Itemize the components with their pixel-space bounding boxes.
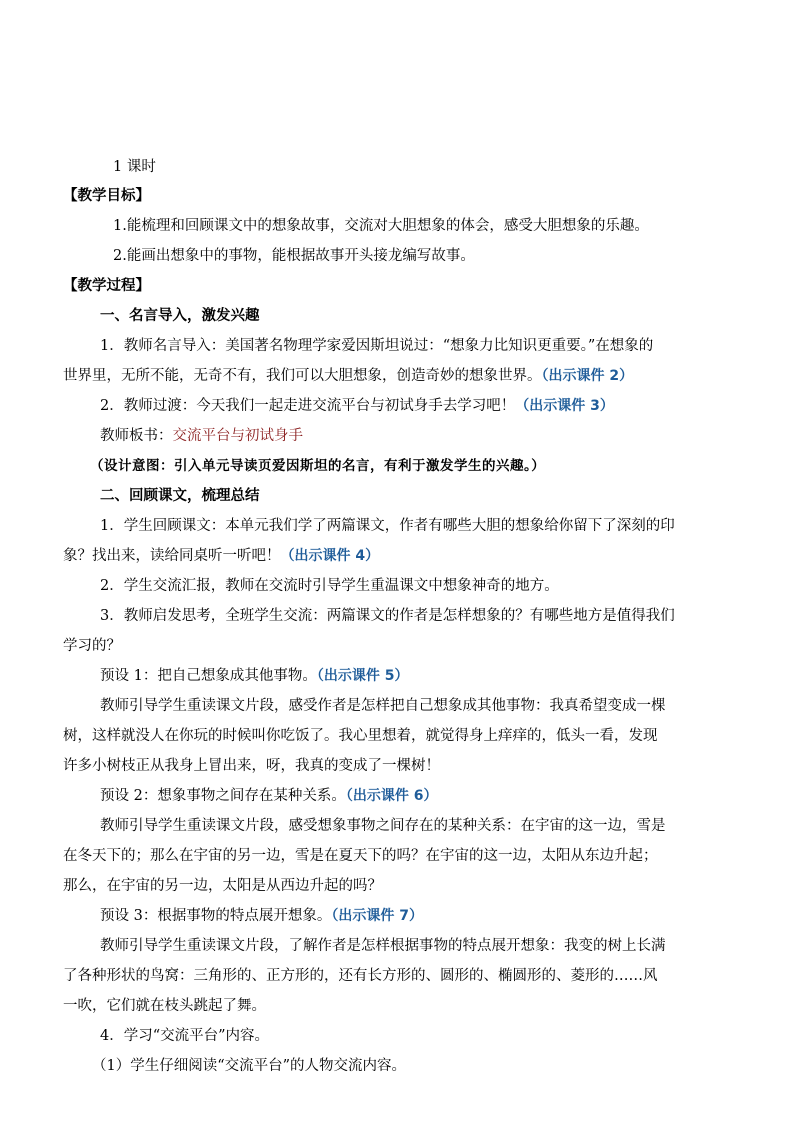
design-intent-note [90,456,545,476]
line-text: 1．教师名言导入：美国著名物理学家爱因斯坦说过：“想象力比知识更重要。”在想象的 [100,338,654,354]
line-text: 预设 3：根据事物的特点展开想象。 [100,908,332,924]
line-text: 一、名言导入，激发兴趣 [100,307,260,324]
line-text: 1.能梳理和回顾课文中的想象故事，交流对大胆想象的体会，感受大胆想象的乐趣。 [113,218,649,234]
line-text: 教师引导学生重读课文片段，了解作者是怎样根据事物的特点展开想象：我变的树上长满 [100,938,666,954]
line-text: 4．学习“交流平台”内容。 [100,1028,270,1044]
line-text: 一吹，它们就在枝头跳起了舞。 [63,998,266,1014]
line-text: 预设 2：想象事物之间存在某种关系。 [100,788,346,804]
text-line [63,756,440,776]
text-line [100,576,559,596]
text-line [100,906,423,926]
line-text: 许多小树枝正从我身上冒出来，呀，我真的变成了一棵树！ [63,758,440,774]
line-text: 1 课时 [113,159,156,175]
courseware-cue: （出示课件 7） [331,908,423,924]
text-line [100,816,666,836]
line-text: 世界里，无所不能，无奇不有，我们可以大胆想象，创造奇妙的想象世界。 [63,368,542,384]
line-text: 【教学目标】 [63,187,150,204]
text-line [100,696,666,716]
courseware-cue: （出示课件 5） [316,668,409,684]
line-text: 【教学过程】 [63,277,150,294]
line-text: 学习的？ [63,638,121,654]
text-line [100,666,408,686]
line-text: 1．学生回顾课文：本单元我们学了两篇课文，作者有哪些大胆的想象给你留下了深刻的印 [100,518,675,534]
text-line [63,996,266,1016]
line-text: 了各种形状的鸟窝：三角形的、正方形的，还有长方形的、圆形的、椭圆形的、菱形的……风 [63,968,658,984]
line-text: 那么，在宇宙的另一边，太阳是从西边升起的吗？ [63,878,382,894]
line-text: 2.能画出想象中的事物，能根据故事开头接龙编写故事。 [113,248,475,264]
section-heading [63,276,150,296]
text-line [113,246,475,266]
line-text: 3．教师启发思考，全班学生交流：两篇课文的作者是怎样想象的？有哪些地方是值得我们 [100,608,675,624]
text-line [63,966,658,986]
text-line [100,336,653,356]
line-text: 2．学生交流汇报，教师在交流时引导学生重温课文中想象神奇的地方。 [100,578,559,594]
line-text: （设计意图：引入单元导读页爱因斯坦的名言，有利于激发学生的兴趣。） [90,458,546,474]
board-writing: 交流平台与初试身手 [172,428,303,444]
text-line [92,1056,406,1076]
text-line [100,1026,269,1046]
courseware-cue: （出示课件 4） [280,548,380,564]
line-text: 树，这样就没人在你玩的时候叫你吃饭了。我心里想着，就觉得身上痒痒的，低头一看，发现 [63,728,658,744]
text-line [100,606,675,626]
text-line [63,876,382,896]
line-text: （1）学生仔细阅读“交流平台”的人物交流内容。 [92,1058,407,1074]
text-line [63,726,658,746]
line-text: 教师引导学生重读课文片段，感受想象事物之间存在的某种关系：在宇宙的这一边，雪是 [100,818,666,834]
text-line [100,786,437,806]
text-line [100,426,303,446]
text-line [113,157,156,177]
text-line [63,636,121,656]
line-text: 二、回顾课文，梳理总结 [100,487,260,504]
text-line [100,936,666,956]
line-text: 教师板书： [100,428,173,444]
line-text: 预设 1：把自己想象成其他事物。 [100,668,317,684]
line-text: 2．教师过渡：今天我们一起走进交流平台与初试身手去学习吧！ [100,398,516,414]
section-heading [63,186,150,206]
line-text: 在冬天下的；那么在宇宙的另一边，雪是在夏天下的吗？在宇宙的这一边，太阳从东边升起； [63,848,658,864]
text-line [63,366,633,386]
text-line [113,216,649,236]
text-line [63,546,379,566]
line-text: 象？找出来，读给同桌听一听吧！ [63,548,281,564]
text-line [100,516,675,536]
text-line [63,846,658,866]
courseware-cue: （出示课件 3） [515,398,614,414]
section-heading [100,486,260,506]
section-heading [100,306,260,326]
courseware-cue: （出示课件 2） [541,368,634,384]
text-line [100,396,614,416]
courseware-cue: （出示课件 6） [345,788,438,804]
line-text: 教师引导学生重读课文片段，感受作者是怎样把自己想象成其他事物：我真希望变成一棵 [100,698,666,714]
